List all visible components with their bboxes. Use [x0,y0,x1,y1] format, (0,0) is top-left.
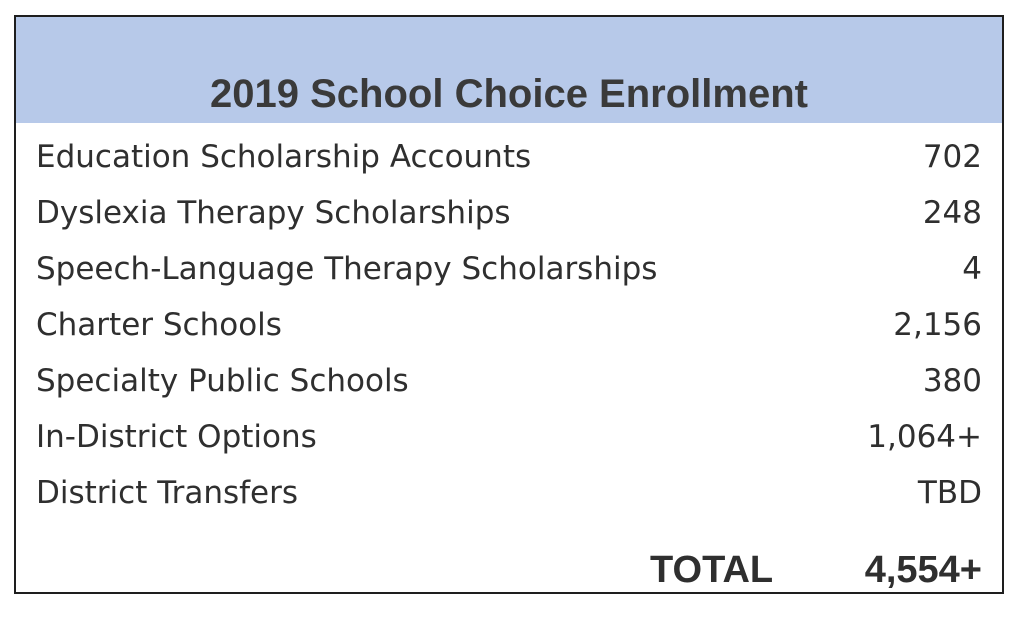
row-value: 2,156 [893,307,982,343]
row-label: Education Scholarship Accounts [36,139,532,175]
row-label: In-District Options [36,419,317,455]
row-label: Specialty Public Schools [36,363,409,399]
table-row [16,245,1002,301]
table-row [16,301,1002,357]
table-row [16,357,1002,413]
table-title: 2019 School Choice Enrollment [210,72,808,116]
table-header [16,17,1002,123]
row-label: Charter Schools [36,307,282,343]
total-value: 4,554+ [864,549,982,591]
table-row [16,413,1002,469]
row-label: Dyslexia Therapy Scholarships [36,195,511,231]
enrollment-table [14,15,1004,594]
row-value: 4 [962,251,982,287]
table-row [16,189,1002,245]
row-value: 248 [922,195,982,231]
table-row [16,133,1002,189]
table-row [16,469,1002,525]
row-label: Speech-Language Therapy Scholarships [36,251,658,287]
row-value: 702 [922,139,982,175]
table-body [16,133,1002,525]
row-value: 1,064+ [867,419,982,455]
row-label: District Transfers [36,475,299,511]
total-label: TOTAL [650,549,774,591]
row-value: TBD [917,475,982,511]
row-value: 380 [922,363,982,399]
